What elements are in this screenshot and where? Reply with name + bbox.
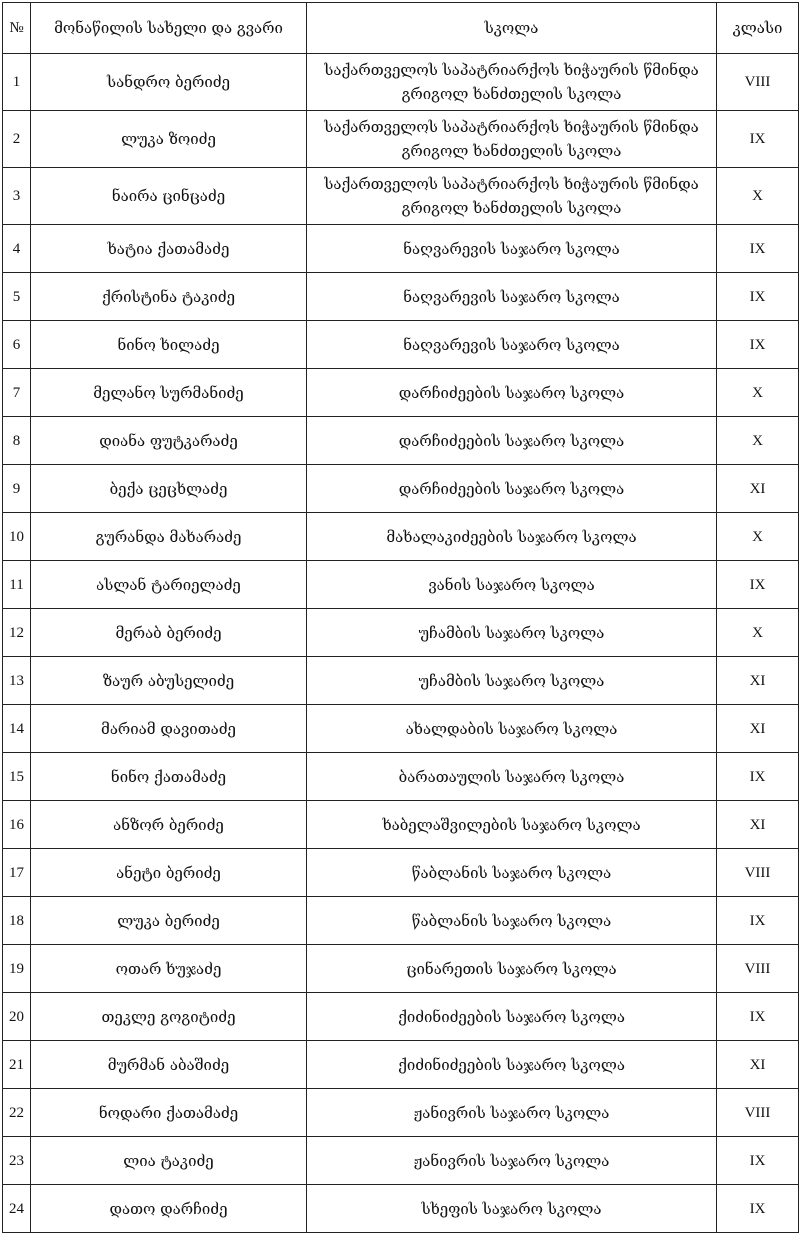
table-row [3,1185,799,1233]
table-row [3,465,799,513]
table-row [3,1041,799,1089]
table-row [3,1137,799,1185]
row-number: 12 [3,609,31,657]
participant-name: ანეტი ბერიძე [31,849,307,897]
table-row [3,513,799,561]
participant-name: ლუკა ზოიძე [31,111,307,168]
school-name: ხაბელაშვილების საჯარო სკოლა [307,801,717,849]
school-name: ჟანივრის საჯარო სკოლა [307,1089,717,1137]
school-name: ნაღვარევის საჯარო სკოლა [307,225,717,273]
participant-name: გურანდა მახარაძე [31,513,307,561]
participant-name: ნოდარი ქათამაძე [31,1089,307,1137]
school-name: ქიძინიძეების საჯარო სკოლა [307,1041,717,1089]
table-row [3,945,799,993]
participant-name: ანზორ ბერიძე [31,801,307,849]
participant-name: დიანა ფუტკარაძე [31,417,307,465]
grade: XI [717,465,799,513]
grade: XI [717,705,799,753]
school-name: უჩამბის საჯარო სკოლა [307,609,717,657]
participant-name: ბექა ცეცხლაძე [31,465,307,513]
grade: VIII [717,54,799,111]
grade: IX [717,1137,799,1185]
participant-name: ხატია ქათამაძე [31,225,307,273]
participant-name: ნაირა ცინცაძე [31,168,307,225]
school-name: ჟანივრის საჯარო სკოლა [307,1137,717,1185]
participant-name: ნინო ხილაძე [31,321,307,369]
grade: XI [717,801,799,849]
school-name: საქართველოს საპატრიარქოს ხიჭაურის წმინდა გრიგოლ ხანძთელის სკოლა [307,168,717,225]
participants-table [2,2,799,1233]
row-number: 21 [3,1041,31,1089]
grade: VIII [717,945,799,993]
table-row [3,657,799,705]
row-number: 2 [3,111,31,168]
row-number: 13 [3,657,31,705]
grade: IX [717,273,799,321]
table-row [3,111,799,168]
school-name: საქართველოს საპატრიარქოს ხიჭაურის წმინდა გრიგოლ ხანძთელის სკოლა [307,111,717,168]
row-number: 17 [3,849,31,897]
school-name: საქართველოს საპატრიარქოს ხიჭაურის წმინდა გრიგოლ ხანძთელის სკოლა [307,54,717,111]
participant-name: ქრისტინა ტაკიძე [31,273,307,321]
row-number: 24 [3,1185,31,1233]
row-number: 14 [3,705,31,753]
grade: X [717,369,799,417]
school-name: ნაღვარევის საჯარო სკოლა [307,321,717,369]
table-body [3,54,799,1233]
school-name: ახალდაბის საჯარო სკოლა [307,705,717,753]
grade: IX [717,1185,799,1233]
row-number: 23 [3,1137,31,1185]
table-row [3,705,799,753]
row-number: 10 [3,513,31,561]
grade: VIII [717,849,799,897]
table-row [3,561,799,609]
row-number: 4 [3,225,31,273]
table-row [3,168,799,225]
grade: X [717,513,799,561]
school-name: ქიძინიძეების საჯარო სკოლა [307,993,717,1041]
header-school: სკოლა [307,3,717,54]
row-number: 9 [3,465,31,513]
participant-name: ოთარ ხუჯაძე [31,945,307,993]
grade: X [717,417,799,465]
grade: VIII [717,1089,799,1137]
row-number: 20 [3,993,31,1041]
row-number: 6 [3,321,31,369]
header-number: № [3,3,31,54]
grade: IX [717,993,799,1041]
table-row [3,54,799,111]
school-name: ნაღვარევის საჯარო სკოლა [307,273,717,321]
school-name: უჩამბის საჯარო სკოლა [307,657,717,705]
row-number: 15 [3,753,31,801]
school-name: დარჩიძეების საჯარო სკოლა [307,465,717,513]
table-row [3,897,799,945]
school-name: სხეფის საჯარო სკოლა [307,1185,717,1233]
table-row [3,273,799,321]
participant-name: მელანო სურმანიძე [31,369,307,417]
grade: IX [717,753,799,801]
row-number: 18 [3,897,31,945]
grade: IX [717,561,799,609]
header-grade: კლასი [717,3,799,54]
table-row [3,1089,799,1137]
participant-name: ზაურ აბუსელიძე [31,657,307,705]
table-row [3,993,799,1041]
grade: XI [717,1041,799,1089]
table-row [3,369,799,417]
participant-name: მურმან აბაშიძე [31,1041,307,1089]
participant-name: ლია ტაკიძე [31,1137,307,1185]
grade: X [717,168,799,225]
grade: IX [717,225,799,273]
grade: IX [717,321,799,369]
grade: IX [717,111,799,168]
grade: IX [717,897,799,945]
participant-name: ლუკა ბერიძე [31,897,307,945]
participant-name: თეკლე გოგიტიძე [31,993,307,1041]
row-number: 11 [3,561,31,609]
participant-name: მერაბ ბერიძე [31,609,307,657]
row-number: 22 [3,1089,31,1137]
table-row [3,801,799,849]
school-name: წაბლანის საჯარო სკოლა [307,849,717,897]
participant-name: სანდრო ბერიძე [31,54,307,111]
school-name: დარჩიძეების საჯარო სკოლა [307,369,717,417]
school-name: მახალაკიძეების საჯარო სკოლა [307,513,717,561]
school-name: დარჩიძეების საჯარო სკოლა [307,417,717,465]
row-number: 3 [3,168,31,225]
row-number: 5 [3,273,31,321]
grade: XI [717,657,799,705]
school-name: ცინარეთის საჯარო სკოლა [307,945,717,993]
header-name: მონაწილის სახელი და გვარი [31,3,307,54]
row-number: 16 [3,801,31,849]
school-name: ვანის საჯარო სკოლა [307,561,717,609]
row-number: 19 [3,945,31,993]
table-row [3,753,799,801]
table-row [3,849,799,897]
participant-name: ასლან ტარიელაძე [31,561,307,609]
table-row [3,321,799,369]
row-number: 8 [3,417,31,465]
participant-name: მარიამ დავითაძე [31,705,307,753]
participant-name: ნინო ქათამაძე [31,753,307,801]
participant-name: დათო დარჩიძე [31,1185,307,1233]
table-row [3,609,799,657]
row-number: 1 [3,54,31,111]
row-number: 7 [3,369,31,417]
school-name: ბარათაულის საჯარო სკოლა [307,753,717,801]
grade: X [717,609,799,657]
school-name: წაბლანის საჯარო სკოლა [307,897,717,945]
table-row [3,417,799,465]
table-header-row [3,3,799,54]
table-row [3,225,799,273]
